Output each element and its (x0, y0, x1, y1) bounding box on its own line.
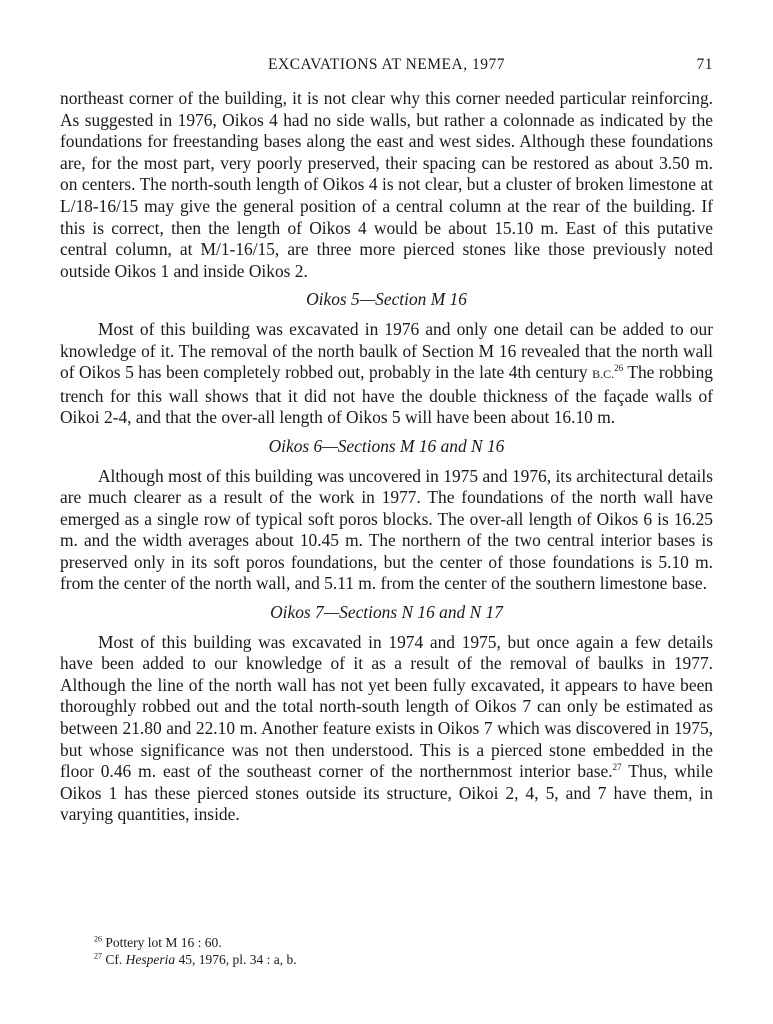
footnote-ref-27[interactable]: 27 (612, 762, 622, 773)
paragraph-oikos-6: Although most of this building was uncovered in 1975 and 1976, its architectural details are much clearer as a result of the work in 1977. The foundations of the north wall have emerged as a single row of typical soft poros blocks. The over-all length of Oikos 6 is 16.25 m. and the width averages about 10.45 m. The northern of the two central interior bases is preserved only in its soft poros foundations, but the center of those foundations is 5.10 m. from the center of the north wall, and 5.11 m. from the center of the southern limestone base. (60, 465, 713, 594)
footnote-26-number: 26 (94, 934, 102, 944)
footnote-27 (94, 951, 694, 968)
oikos-5-text-a: Most of this building was excavated in 1976 and only one detail can be added to our knowledge of it. The removal of the north baulk of Section M 16 revealed that the north wall of Oikos 5 has been completely robbed out, probably in the late 4th century (60, 318, 713, 383)
footnote-26 (94, 934, 694, 951)
footnote-27-prefix: Cf. (102, 952, 126, 967)
oikos-7-text-a: Most of this building was excavated in 1974 and 1975, but once again a few details have been added to our knowledge of it as a result of the removal of baulks in 1977. Although the line of the north wall has not yet been fully excavated, it appears to have been thoroughly robbed out and the total north-south length of Oikos 7 can only be estimated as between 21.80 and 22.10 m. Another feature exists in Oikos 7 which was discovered in 1975, but whose significance was not then understood. This is a pierced stone embedded in the floor 0.46 m. east of the southeast corner of the northernmost interior base. (60, 631, 713, 782)
running-title: EXCAVATIONS AT NEMEA, 1977 (268, 56, 505, 73)
page-number: 71 (696, 56, 713, 73)
oikos-7-text-b: Thus, while Oikos 1 has these pierced stones outside its structure, Oikoi 2, 4, 5, and 7 have them, in varying quantities, inside. (60, 761, 713, 825)
footnote-27-number: 27 (94, 951, 102, 961)
heading-oikos-7: Oikos 7—Sections N 16 and N 17 (270, 602, 503, 623)
bc-abbreviation: B.C. (592, 367, 615, 382)
footnotes (94, 934, 694, 968)
footnote-ref-26[interactable]: 26 (614, 363, 624, 374)
paragraph-oikos-4-continued: northeast corner of the building, it is not clear why this corner needed particular reinforcing. As suggested in 1976, Oikos 4 had no side walls, but rather a colonnade as indicated by the foundations for freestanding bases along the east and west sides. Although these foundations are, for the most part, very poorly preserved, their spacing can be restored as about 3.50 m. on centers. The north-south length of Oikos 4 is not clear, but a cluster of broken limestone at L/18-16/15 may give the general position of a central column at the rear of the building. If this is correct, then the length of Oikos 4 would be about 15.10 m. East of this putative central column, at M/1-16/15, are three more pierced stones like those previously noted outside Oikos 1 and inside Oikos 2. (60, 88, 713, 281)
footnote-27-journal: Hesperia (125, 952, 176, 967)
footnote-26-text: Pottery lot M 16 : 60. (102, 935, 222, 950)
body-text (60, 88, 713, 826)
heading-oikos-6: Oikos 6—Sections M 16 and N 16 (268, 435, 505, 456)
paragraph-oikos-7 (60, 632, 713, 826)
heading-oikos-5: Oikos 5—Section M 16 (306, 289, 467, 310)
paragraph-oikos-5 (60, 319, 713, 429)
footnote-27-citation: 45, 1976, pl. 34 : a, b. (175, 952, 297, 967)
oikos-5-text-b: The robbing trench for this wall shows that it did not have the double thickness of the façade walls of Oikoi 2-4, and that the over-all length of Oikos 5 will have been about 16.10 m. (60, 362, 713, 428)
